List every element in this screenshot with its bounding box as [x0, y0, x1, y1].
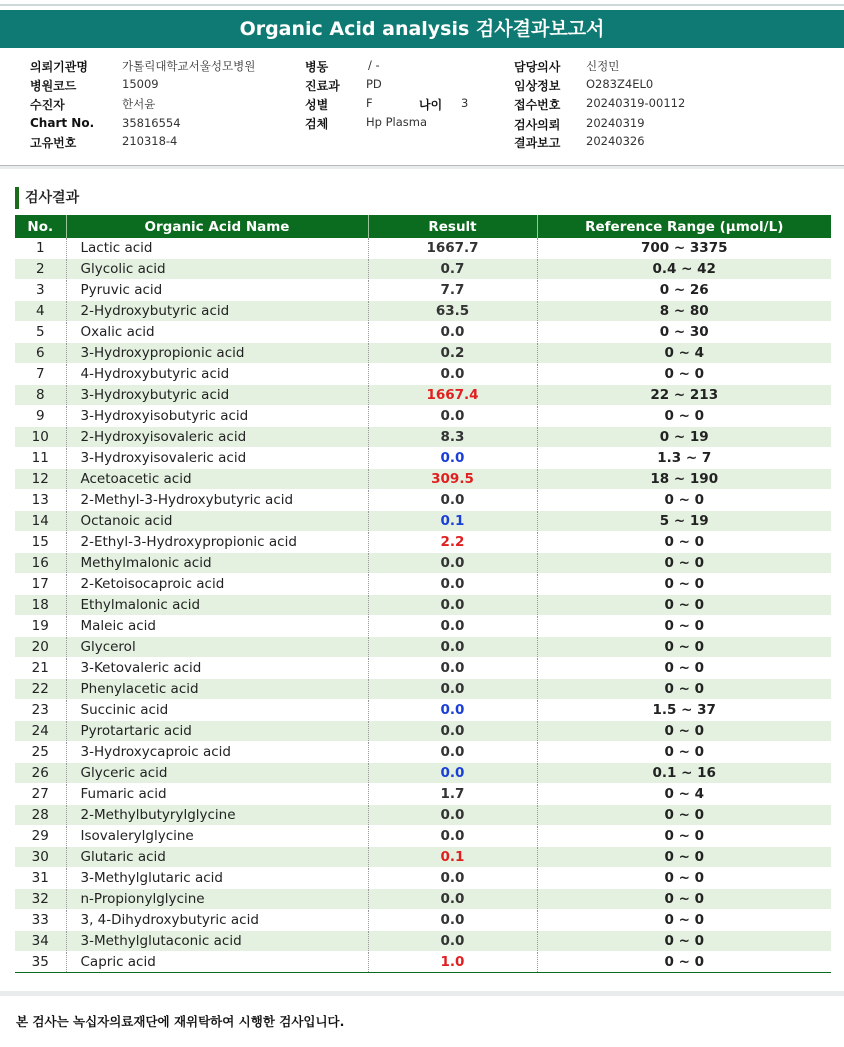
row-no: 1 [15, 238, 66, 259]
row-acid-name: Acetoacetic acid [66, 469, 368, 490]
row-no: 4 [15, 301, 66, 322]
row-no: 18 [15, 595, 66, 616]
row-acid-name: Isovalerylglycine [66, 826, 368, 847]
value-clinical-info: O283Z4EL0 [586, 77, 654, 91]
row-reference: 0 ~ 0 [537, 532, 831, 553]
table-row [15, 406, 831, 427]
label-unique-no: 고유번호 [30, 136, 77, 150]
table-row [15, 616, 831, 637]
row-result: 0.1 [368, 847, 537, 868]
row-result: 63.5 [368, 301, 537, 322]
table-row [15, 784, 831, 805]
header-result: Result [368, 215, 537, 238]
row-acid-name: 3-Hydroxybutyric acid [66, 385, 368, 406]
row-no: 28 [15, 805, 66, 826]
row-reference: 22 ~ 213 [537, 385, 831, 406]
row-acid-name: 2-Ethyl-3-Hydroxypropionic acid [66, 532, 368, 553]
results-body [15, 238, 831, 973]
label-receipt-no: 접수번호 [514, 98, 561, 112]
row-acid-name: Pyruvic acid [66, 280, 368, 301]
table-row [15, 469, 831, 490]
row-reference: 1.3 ~ 7 [537, 448, 831, 469]
row-acid-name: Fumaric acid [66, 784, 368, 805]
row-acid-name: 3-Hydroxyisovaleric acid [66, 448, 368, 469]
table-row [15, 490, 831, 511]
table-row [15, 595, 831, 616]
row-acid-name: 3, 4-Dihydroxybutyric acid [66, 910, 368, 931]
table-row [15, 805, 831, 826]
value-sex: F [366, 96, 373, 110]
top-divider [0, 4, 844, 6]
row-reference: 0 ~ 30 [537, 322, 831, 343]
table-row [15, 343, 831, 364]
value-department: PD [366, 77, 382, 91]
row-result: 1667.7 [368, 238, 537, 259]
row-reference: 700 ~ 3375 [537, 238, 831, 259]
row-no: 27 [15, 784, 66, 805]
row-no: 14 [15, 511, 66, 532]
label-hospital-code: 병원코드 [30, 79, 77, 93]
value-hospital-code: 15009 [122, 77, 159, 91]
value-institution: 가톨릭대학교서울성모병원 [122, 59, 256, 73]
row-result: 0.1 [368, 511, 537, 532]
row-no: 17 [15, 574, 66, 595]
row-result: 0.0 [368, 805, 537, 826]
table-row [15, 511, 831, 532]
table-row [15, 259, 831, 280]
row-no: 25 [15, 742, 66, 763]
value-receipt-no: 20240319-00112 [586, 96, 686, 110]
row-reference: 0 ~ 0 [537, 742, 831, 763]
row-acid-name: Succinic acid [66, 700, 368, 721]
row-no: 31 [15, 868, 66, 889]
row-reference: 0 ~ 0 [537, 952, 831, 973]
row-acid-name: Glyceric acid [66, 763, 368, 784]
header-name: Organic Acid Name [66, 215, 368, 238]
row-no: 21 [15, 658, 66, 679]
row-result: 0.0 [368, 574, 537, 595]
row-result: 0.0 [368, 763, 537, 784]
table-row [15, 952, 831, 973]
section-divider [0, 166, 844, 169]
row-reference: 0 ~ 0 [537, 679, 831, 700]
table-row [15, 721, 831, 742]
table-row [15, 532, 831, 553]
row-result: 1667.4 [368, 385, 537, 406]
row-no: 35 [15, 952, 66, 973]
row-no: 9 [15, 406, 66, 427]
table-row [15, 826, 831, 847]
row-result: 0.0 [368, 721, 537, 742]
row-reference: 0 ~ 4 [537, 784, 831, 805]
report-title: Organic Acid analysis 검사결과보고서 [0, 10, 844, 48]
row-result: 0.0 [368, 700, 537, 721]
row-reference: 0.4 ~ 42 [537, 259, 831, 280]
table-row [15, 280, 831, 301]
row-acid-name: Glycolic acid [66, 259, 368, 280]
table-row [15, 385, 831, 406]
row-acid-name: 2-Methyl-3-Hydroxybutyric acid [66, 490, 368, 511]
row-no: 3 [15, 280, 66, 301]
row-reference: 0 ~ 19 [537, 427, 831, 448]
row-result: 0.0 [368, 616, 537, 637]
row-reference: 0 ~ 0 [537, 406, 831, 427]
table-header-row [15, 215, 831, 238]
row-result: 0.0 [368, 742, 537, 763]
footer-note: 본 검사는 녹십자의료재단에 재위탁하여 시행한 검사입니다. [16, 1014, 345, 1029]
label-doctor: 담당의사 [514, 60, 561, 74]
row-acid-name: 3-Ketovaleric acid [66, 658, 368, 679]
row-acid-name: 2-Hydroxyisovaleric acid [66, 427, 368, 448]
patient-info-panel [0, 55, 844, 166]
row-acid-name: 3-Hydroxypropionic acid [66, 343, 368, 364]
table-row [15, 847, 831, 868]
row-result: 0.0 [368, 364, 537, 385]
row-reference: 0 ~ 0 [537, 931, 831, 952]
label-sex: 성별 [305, 98, 329, 112]
value-report-date: 20240326 [586, 134, 645, 148]
row-acid-name: Lactic acid [66, 238, 368, 259]
row-result: 1.0 [368, 952, 537, 973]
row-result: 0.0 [368, 637, 537, 658]
table-row [15, 658, 831, 679]
row-no: 16 [15, 553, 66, 574]
table-row [15, 679, 831, 700]
value-age: 3 [461, 96, 469, 110]
value-doctor: 신정민 [586, 59, 620, 73]
label-specimen: 검체 [305, 117, 329, 131]
value-receiver: 한서윤 [122, 97, 156, 111]
section-title: 검사결과 [15, 187, 79, 209]
label-request-date: 검사의뢰 [514, 118, 561, 132]
row-acid-name: 3-Hydroxyisobutyric acid [66, 406, 368, 427]
row-result: 0.0 [368, 910, 537, 931]
table-row [15, 910, 831, 931]
label-age: 나이 [419, 98, 443, 112]
row-no: 6 [15, 343, 66, 364]
row-no: 32 [15, 889, 66, 910]
row-no: 10 [15, 427, 66, 448]
row-no: 12 [15, 469, 66, 490]
table-row [15, 238, 831, 259]
table-row [15, 742, 831, 763]
table-row [15, 448, 831, 469]
row-result: 1.7 [368, 784, 537, 805]
row-result: 8.3 [368, 427, 537, 448]
row-reference: 0 ~ 0 [537, 574, 831, 595]
row-acid-name: 4-Hydroxybutyric acid [66, 364, 368, 385]
row-result: 0.0 [368, 679, 537, 700]
table-row [15, 637, 831, 658]
row-no: 7 [15, 364, 66, 385]
table-row [15, 427, 831, 448]
row-reference: 0 ~ 0 [537, 490, 831, 511]
label-ward: 병동 [305, 60, 329, 74]
row-result: 0.0 [368, 322, 537, 343]
row-result: 309.5 [368, 469, 537, 490]
row-reference: 5 ~ 19 [537, 511, 831, 532]
row-acid-name: Pyrotartaric acid [66, 721, 368, 742]
row-no: 33 [15, 910, 66, 931]
row-result: 0.0 [368, 868, 537, 889]
row-result: 0.0 [368, 553, 537, 574]
table-row [15, 931, 831, 952]
header-no: No. [15, 215, 66, 238]
row-no: 11 [15, 448, 66, 469]
row-reference: 0 ~ 26 [537, 280, 831, 301]
row-acid-name: Glycerol [66, 637, 368, 658]
row-acid-name: Maleic acid [66, 616, 368, 637]
label-institution: 의뢰기관명 [30, 60, 88, 74]
table-row [15, 322, 831, 343]
row-result: 0.0 [368, 658, 537, 679]
footer-divider [0, 991, 844, 996]
table-row [15, 553, 831, 574]
row-result: 0.0 [368, 889, 537, 910]
label-department: 진료과 [305, 79, 340, 93]
value-request-date: 20240319 [586, 116, 645, 130]
row-acid-name: n-Propionylglycine [66, 889, 368, 910]
header-reference: Reference Range (μmol/L) [537, 215, 831, 238]
row-acid-name: Methylmalonic acid [66, 553, 368, 574]
row-no: 15 [15, 532, 66, 553]
row-reference: 18 ~ 190 [537, 469, 831, 490]
row-acid-name: 3-Methylglutaconic acid [66, 931, 368, 952]
row-result: 0.7 [368, 259, 537, 280]
label-receiver: 수진자 [30, 98, 65, 112]
row-reference: 1.5 ~ 37 [537, 700, 831, 721]
row-no: 30 [15, 847, 66, 868]
row-no: 22 [15, 679, 66, 700]
row-acid-name: 2-Methylbutyrylglycine [66, 805, 368, 826]
row-reference: 0 ~ 0 [537, 658, 831, 679]
row-acid-name: Glutaric acid [66, 847, 368, 868]
row-acid-name: 3-Methylglutaric acid [66, 868, 368, 889]
row-reference: 0 ~ 0 [537, 910, 831, 931]
row-reference: 0 ~ 0 [537, 826, 831, 847]
value-chart-no: 35816554 [122, 116, 181, 130]
row-no: 23 [15, 700, 66, 721]
value-specimen: Hp Plasma [366, 115, 428, 129]
row-no: 5 [15, 322, 66, 343]
row-reference: 0 ~ 0 [537, 595, 831, 616]
row-reference: 0 ~ 0 [537, 616, 831, 637]
row-acid-name: Octanoic acid [66, 511, 368, 532]
table-row [15, 889, 831, 910]
row-reference: 0.1 ~ 16 [537, 763, 831, 784]
row-reference: 0 ~ 0 [537, 805, 831, 826]
row-result: 7.7 [368, 280, 537, 301]
label-chart-no: Chart No. [30, 116, 95, 130]
row-result: 0.0 [368, 826, 537, 847]
label-report-date: 결과보고 [514, 136, 561, 150]
value-unique-no: 210318-4 [122, 134, 178, 148]
row-result: 0.2 [368, 343, 537, 364]
row-no: 29 [15, 826, 66, 847]
row-no: 19 [15, 616, 66, 637]
row-reference: 0 ~ 0 [537, 721, 831, 742]
row-reference: 0 ~ 0 [537, 847, 831, 868]
row-result: 0.0 [368, 406, 537, 427]
row-result: 2.2 [368, 532, 537, 553]
row-acid-name: Oxalic acid [66, 322, 368, 343]
row-no: 34 [15, 931, 66, 952]
row-no: 26 [15, 763, 66, 784]
row-acid-name: 2-Hydroxybutyric acid [66, 301, 368, 322]
row-no: 8 [15, 385, 66, 406]
label-clinical-info: 임상정보 [514, 79, 561, 93]
row-reference: 0 ~ 0 [537, 637, 831, 658]
row-reference: 0 ~ 0 [537, 889, 831, 910]
row-no: 13 [15, 490, 66, 511]
row-no: 20 [15, 637, 66, 658]
table-row [15, 868, 831, 889]
row-reference: 0 ~ 0 [537, 553, 831, 574]
row-no: 2 [15, 259, 66, 280]
row-acid-name: Phenylacetic acid [66, 679, 368, 700]
value-ward: / - [368, 58, 380, 72]
row-reference: 0 ~ 4 [537, 343, 831, 364]
table-row [15, 763, 831, 784]
results-table [15, 215, 831, 973]
row-acid-name: 2-Ketoisocaproic acid [66, 574, 368, 595]
row-no: 24 [15, 721, 66, 742]
row-acid-name: 3-Hydroxycaproic acid [66, 742, 368, 763]
table-row [15, 364, 831, 385]
row-acid-name: Capric acid [66, 952, 368, 973]
table-row [15, 301, 831, 322]
row-result: 0.0 [368, 448, 537, 469]
row-acid-name: Ethylmalonic acid [66, 595, 368, 616]
row-result: 0.0 [368, 931, 537, 952]
row-result: 0.0 [368, 490, 537, 511]
row-reference: 0 ~ 0 [537, 868, 831, 889]
table-row [15, 700, 831, 721]
row-reference: 8 ~ 80 [537, 301, 831, 322]
row-result: 0.0 [368, 595, 537, 616]
table-row [15, 574, 831, 595]
row-reference: 0 ~ 0 [537, 364, 831, 385]
